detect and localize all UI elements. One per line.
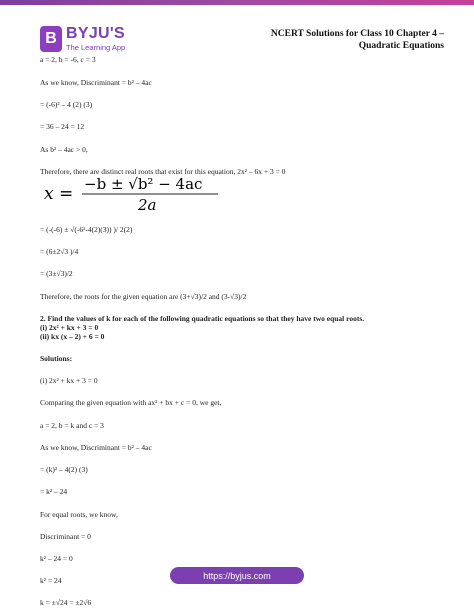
byjus-logo-icon: B [40, 26, 62, 52]
byjus-logo[interactable] [40, 25, 134, 53]
text-line: Therefore, the roots for the given equation are (3+√3)/2 and (3-√3)/2 [40, 292, 247, 301]
header-title-line-1: NCERT Solutions for Class 10 Chapter 4 – [270, 29, 444, 39]
formula-lhs: x = [44, 184, 74, 204]
text-line: As we know, Discriminant = b² – 4ac [40, 443, 152, 452]
text-line: a = 2, b = -6, c = 3 [40, 55, 96, 64]
text-line: = k² – 24 [40, 487, 68, 496]
text-line: k = ±√24 = ±2√6 [40, 598, 92, 607]
text-line: = (-6)² – 4 (2) (3) [40, 100, 93, 109]
text-line: (i) 2x² + kx + 3 = 0 [40, 376, 98, 385]
logo-text [66, 26, 125, 52]
quadratic-formula [42, 173, 242, 213]
text-line: = (-(-6) ± √(-6²-4(2)(3)) )/ 2(2) [40, 225, 133, 234]
text-line: = (6±2√3 )/4 [40, 247, 79, 256]
top-accent-bar [0, 0, 474, 5]
text-line: Discriminant = 0 [40, 532, 91, 541]
text-line: As b² – 4ac > 0, [40, 145, 88, 154]
footer-url-link[interactable]: https://byjus.com [170, 567, 304, 584]
text-line: = (3±√3)/2 [40, 269, 73, 278]
text-line: = 36 – 24 = 12 [40, 122, 85, 131]
formula-numerator: −b ± √b² − 4ac [84, 175, 203, 193]
text-line: As we know, Discriminant = b² – 4ac [40, 78, 152, 87]
logo-name: BYJU'S [66, 25, 125, 43]
text-line: a = 2, b = k and c = 3 [40, 421, 104, 430]
question-heading: 2. Find the values of k for each of the following quadratic equations so that they have two equal roots. [40, 314, 365, 323]
text-line: k² – 24 = 0 [40, 554, 73, 563]
header-title-line-2: Quadratic Equations [358, 40, 444, 51]
logo-tagline: The Learning App [66, 43, 126, 53]
text-line: k² = 24 [40, 576, 62, 585]
question-part-i: (i) 2x² + kx + 3 = 0 [40, 323, 99, 332]
formula-denominator: 2a [138, 196, 157, 213]
text-line: Therefore, there are distinct real roots that exist for this equation, 2x² – 6x + 3 = 0 [40, 167, 286, 176]
text-line: = (k)² – 4(2) (3) [40, 465, 88, 474]
page-header-title [234, 29, 444, 52]
solutions-heading: Solutions: [40, 354, 73, 363]
question-part-ii: (ii) kx (x – 2) + 6 = 0 [40, 332, 105, 341]
text-line: For equal roots, we know, [40, 510, 118, 519]
text-line: Comparing the given equation with ax² + bx + c = 0, we get, [40, 398, 222, 407]
